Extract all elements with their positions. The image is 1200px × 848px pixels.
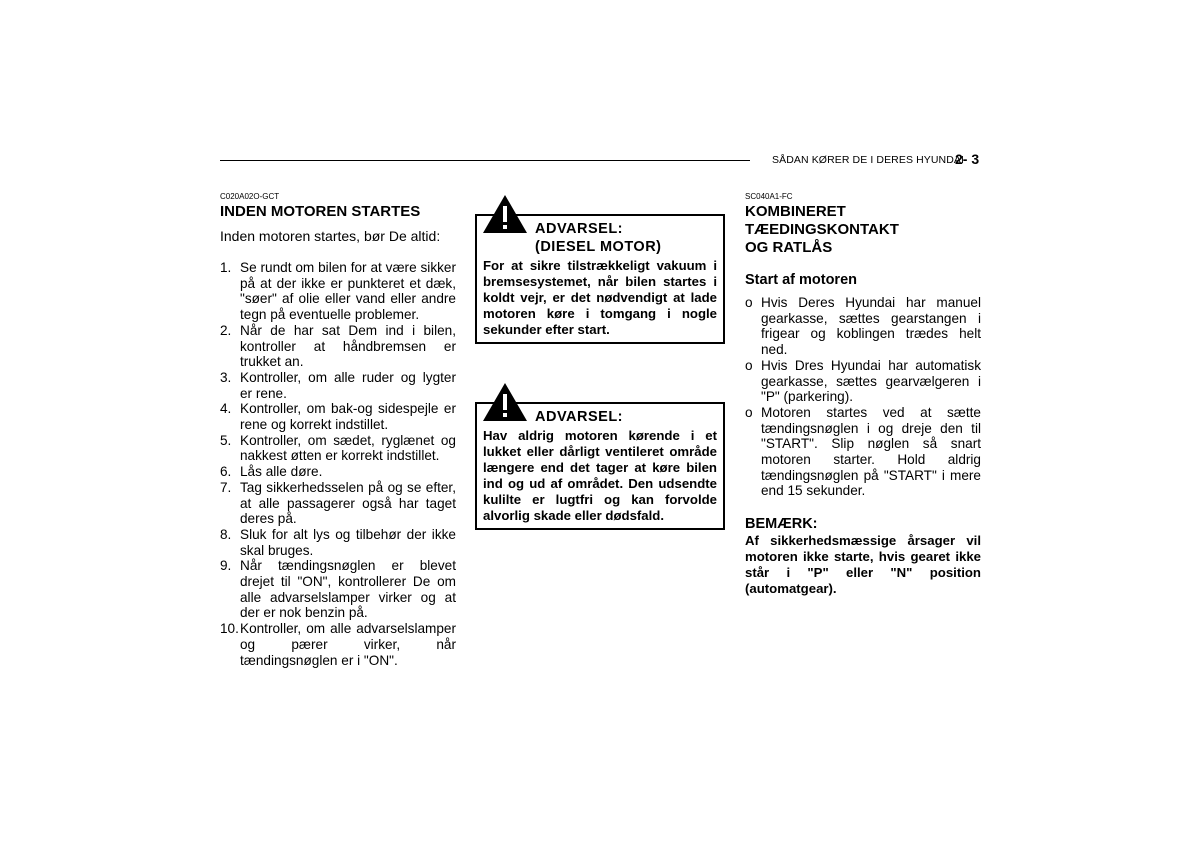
section-code: SC040A1-FC	[745, 192, 793, 201]
warning-box-diesel	[475, 214, 725, 344]
section-title: INDEN MOTOREN STARTES	[220, 203, 421, 220]
warning-subtitle: (DIESEL MOTOR)	[535, 239, 662, 255]
warning-triangle-icon	[482, 194, 528, 234]
page-number: 2- 3	[955, 151, 980, 167]
running-header: SÅDAN KØRER DE I DERES HYUNDAI	[772, 154, 965, 166]
warning-box-exhaust	[475, 402, 725, 530]
section-subtitle: Start af motoren	[745, 272, 857, 288]
list-item: 4. Kontroller, om bak-og sidespejle er rene og korrekt indstillet.	[220, 401, 456, 433]
column-right	[745, 192, 981, 597]
list-item: o Hvis Deres Hyundai har manuel gearkasse, sættes gearstangen i frigear og koblingen trædes helt ned.	[745, 295, 981, 358]
list-item: 2. Når de har sat Dem ind i bilen, kontroller at håndbremsen er trukket an.	[220, 322, 456, 370]
note-body: Af sikkerhedsmæssige årsager vil motoren ikke starte, hvis gearet ikke står i "P" eller "N" position (automatgear).	[745, 533, 981, 597]
warning-triangle-icon	[482, 382, 528, 422]
section-code: C020A02O-GCT	[220, 192, 280, 201]
list-item: 7. Tag sikkerhedsselen på og se efter, at alle passagerer også har taget deres på.	[220, 479, 456, 527]
warning-title: ADVARSEL:	[535, 409, 624, 425]
note-title: BEMÆRK:	[745, 516, 818, 533]
column-middle	[475, 194, 725, 530]
section-title-line: TÆEDINGSKONTAKT	[745, 221, 899, 238]
header-rule	[220, 160, 750, 161]
checklist	[220, 260, 456, 668]
list-item: 8. Sluk for alt lys og tilbehør der ikke skal bruges.	[220, 526, 456, 558]
warning-title: ADVARSEL:	[535, 221, 624, 237]
section-title-line: OG RATLÅS	[745, 239, 833, 256]
column-left	[220, 192, 456, 668]
list-item: 1. Se rundt om bilen for at være sikker på at der ikke er punkteret et dæk, "søer" af olie eller vand eller andre tegn på eventuelle problemer.	[220, 260, 456, 323]
section-title-line: KOMBINERET	[745, 203, 846, 220]
warning-body: For at sikre tilstrækkeligt vakuum i bremsesystemet, når bilen startes i koldt vejr, er det nødvendigt at lade motoren køre i tomgang i nogle sekunder efter start.	[483, 258, 717, 337]
list-item: 9. Når tændingsnøglen er blevet drejet til "ON", kontrollerer De om alle advarselslamper virker og at der er nok benzin på.	[220, 558, 456, 621]
list-item: o Motoren startes ved at sætte tændingsnøglen i og dreje den til "START". Slip nøglen så snart motoren starter. Hold aldrig tændingsnøglen på "START" i mere end 15 sekunder.	[745, 404, 981, 499]
list-item: 6. Lås alle døre.	[220, 464, 323, 480]
list-item: 3. Kontroller, om alle ruder og lygter er rene.	[220, 369, 456, 401]
warning-body: Hav aldrig motoren kørende i et lukket eller dårligt ventileret område længere end det tager at køre bilen ind og ud af området. Den udsendte kulilte er lugtfri og kan forvolde alvorlig skade eller dødsfald.	[483, 428, 717, 523]
instruction-list	[745, 295, 981, 499]
section-intro: Inden motoren startes, bør De altid:	[220, 228, 441, 244]
list-item: 5. Kontroller, om sædet, ryglænet og nakkest øtten er korrekt indstillet.	[220, 432, 456, 464]
list-item: o Hvis Dres Hyundai har automatisk gearkasse, sættes gearvælgeren i "P" (parkering).	[745, 357, 981, 405]
list-item: 10. Kontroller, om alle advarselslamper og pærer virker, når tændingsnøglen er i "ON".	[220, 621, 456, 668]
